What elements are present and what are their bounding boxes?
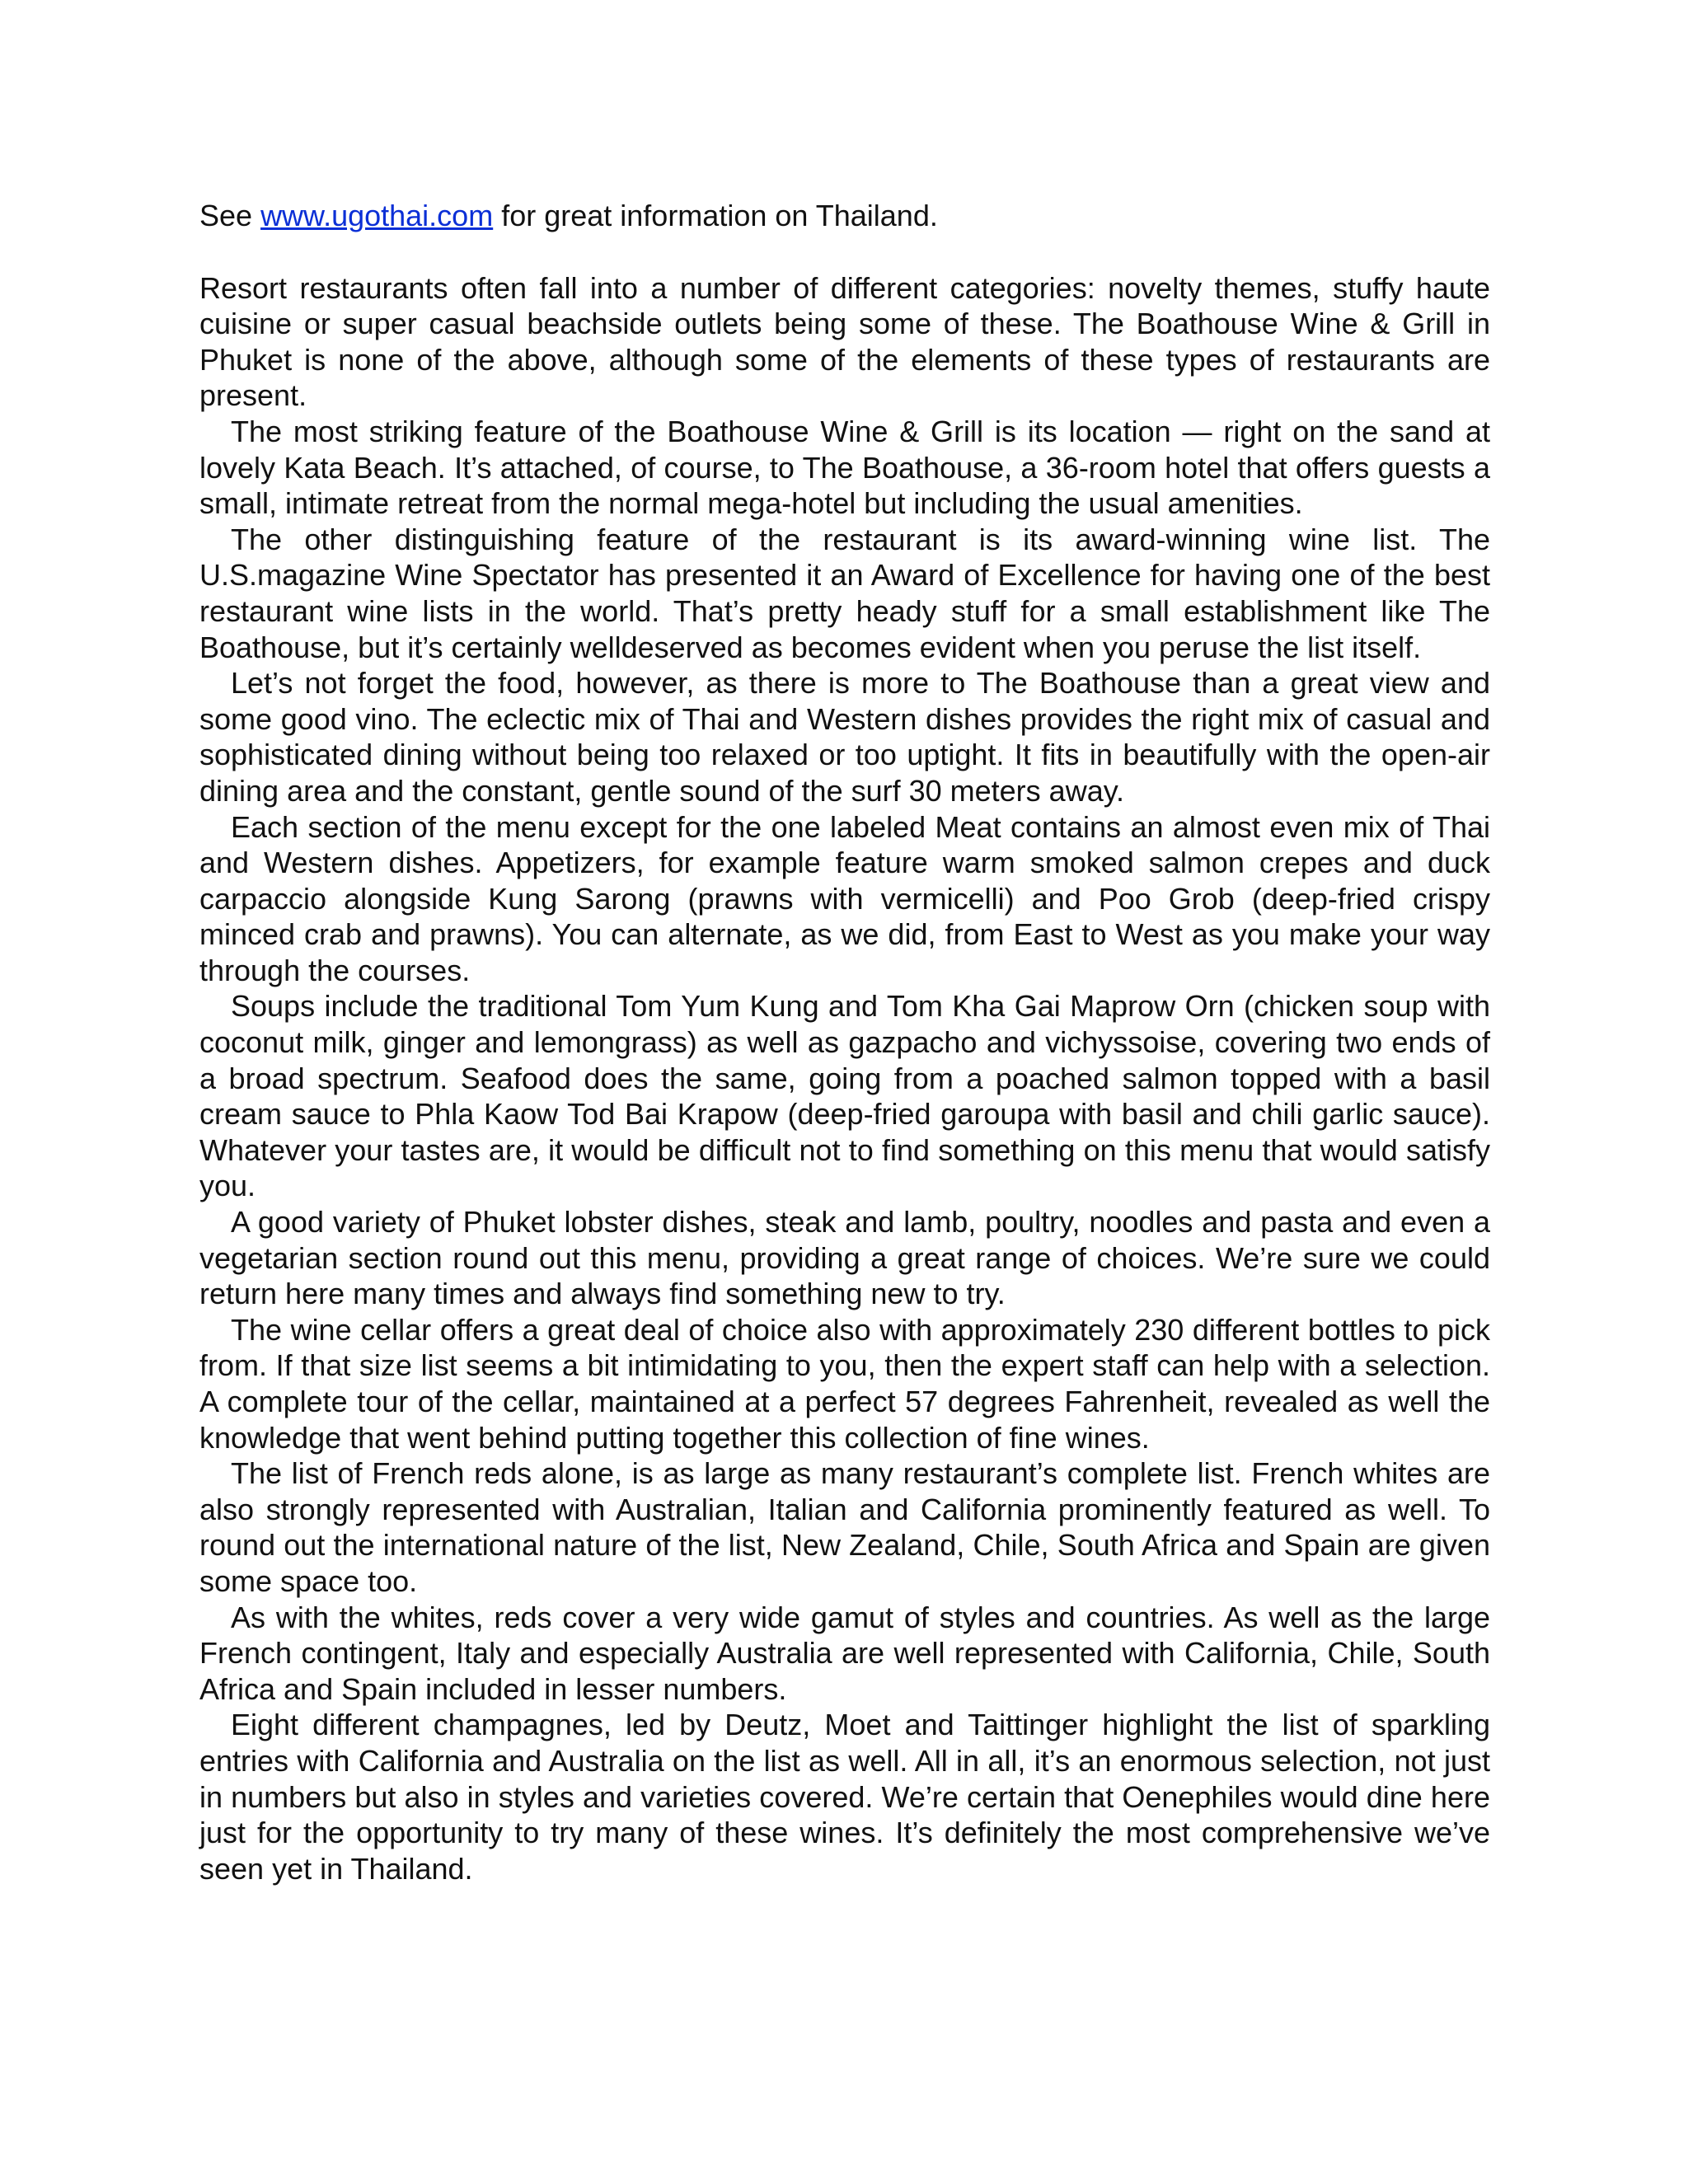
ugothai-link[interactable]: www.ugothai.com bbox=[260, 199, 494, 232]
paragraph-7: A good variety of Phuket lobster dishes, steak and lamb, poultry, noodles and pasta and even a vegetarian section round out this menu, providing a great range of choices. We’re sure we could return here many times and always find something new to try. bbox=[199, 1205, 1490, 1311]
intro-suffix: for great information on Thailand. bbox=[493, 199, 938, 232]
paragraph-6: Soups include the traditional Tom Yum Kung and Tom Kha Gai Maprow Orn (chicken soup with coconut milk, ginger and lemongrass) as well as gazpacho and vichyssoise, covering two ends of a broad spectrum. Seafood does the same, going from a poached salmon topped with a basil cream sauce to Phla Kaow Tod Bai Krapow (deep-fried garoupa with basil and chili garlic sauce). Whatever your tastes are, it would be difficult not to find something on this menu that would satisfy you. bbox=[199, 989, 1490, 1203]
intro-prefix: See bbox=[199, 199, 261, 232]
article-body bbox=[199, 198, 1490, 1886]
paragraph-10: As with the whites, reds cover a very wide gamut of styles and countries. As well as the large French contingent, Italy and especially Australia are well represented with California, Chile, South Africa and Spain included in lesser numbers. bbox=[199, 1600, 1490, 1706]
paragraph-4: Let’s not forget the food, however, as there is more to The Boathouse than a great view and some good vino. The eclectic mix of Thai and Western dishes provides the right mix of casual and sophisticated dining without being too relaxed or too uptight. It fits in beautifully with the open-air dining area and the constant, gentle sound of the surf 30 meters away. bbox=[199, 666, 1490, 808]
paragraph-3: The other distinguishing feature of the restaurant is its award-winning wine list. The U.S.magazine Wine Spectator has presented it an Award of Excellence for having one of the best restaurant wine lists in the world. That’s pretty heady stuff for a small establishment like The Boathouse, but it’s certainly welldeserved as becomes evident when you peruse the list itself. bbox=[199, 522, 1490, 664]
paragraph-8: The wine cellar offers a great deal of choice also with approximately 230 different bottles to pick from. If that size list seems a bit intimidating to you, then the expert staff can help with a selection. A complete tour of the cellar, maintained at a perfect 57 degrees Fahrenheit, revealed as well the knowledge that went behind putting together this collection of fine wines. bbox=[199, 1312, 1490, 1455]
paragraph-1: Resort restaurants often fall into a number of different categories: novelty themes, stuffy haute cuisine or super casual beachside outlets being some of these. The Boathouse Wine & Grill in Phuket is none of the above, although some of the elements of these types of restaurants are present. bbox=[199, 270, 1490, 413]
paragraph-9: The list of French reds alone, is as large as many restaurant’s complete list. French whites are also strongly represented with Australian, Italian and California prominently featured as well. To round out the international nature of the list, New Zealand, Chile, South Africa and Spain are given some space too. bbox=[199, 1456, 1490, 1598]
paragraph-5: Each section of the menu except for the one labeled Meat contains an almost even mix of Thai and Western dishes. Appetizers, for example feature warm smoked salmon crepes and duck carpaccio alongside Kung Sarong (prawns with vermicelli) and Poo Grob (deep-fried crispy minced crab and prawns). You can alternate, as we did, from East to West as you make your way through the courses. bbox=[199, 809, 1490, 987]
paragraph-11: Eight different champagnes, led by Deutz, Moet and Taittinger highlight the list of sparkling entries with California and Australia on the list as well. All in all, it’s an enormous selection, not just in numbers but also in styles and varieties covered. We’re certain that Oenephiles would dine here just for the opportunity to try many of these wines. It’s definitely the most comprehensive we’ve seen yet in Thailand. bbox=[199, 1708, 1490, 1886]
paragraph-2: The most striking feature of the Boathouse Wine & Grill is its location — right on the sand at lovely Kata Beach. It’s attached, of course, to The Boathouse, a 36-room hotel that offers guests a small, intimate retreat from the normal mega-hotel but including the usual amenities. bbox=[199, 414, 1490, 521]
intro-line bbox=[199, 198, 1490, 234]
